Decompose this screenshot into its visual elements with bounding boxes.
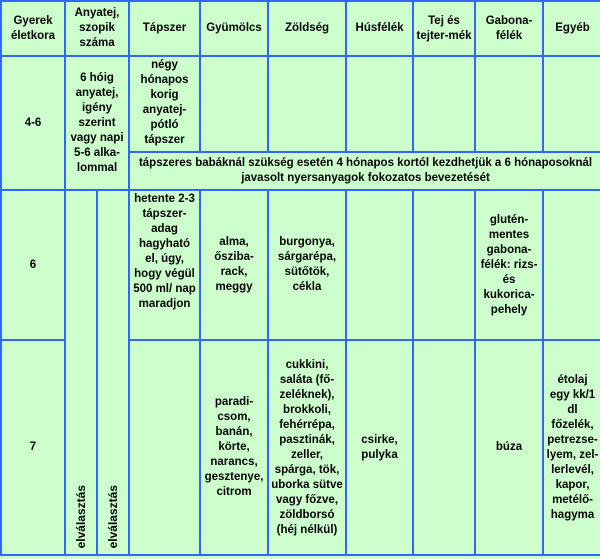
header-row xyxy=(1,1,600,56)
formula-6: hetente 2-3 tápszer-adag hagyható el, úgy, hogy végül 500 ml/ nap maradjon xyxy=(129,190,200,340)
cell-7-formula xyxy=(129,340,200,555)
meat-7: csirke, pulyka xyxy=(346,340,413,555)
cell-4-6-fruit xyxy=(200,56,268,152)
header-dairy: Tej és tejter-mék xyxy=(413,1,475,56)
formula-4-6: négy hónapos korig anyatej-pótló tápszer xyxy=(129,56,200,152)
fruit-6: alma, őszibа-rack, meggy xyxy=(200,190,268,340)
row-6 xyxy=(1,190,600,340)
weaning-left xyxy=(65,190,97,555)
age-7: 7 xyxy=(1,340,65,555)
grain-7: búza xyxy=(475,340,543,555)
cell-4-6-meat xyxy=(346,56,413,152)
veg-7: cukkini, saláta (fő-zeléknek), brokkoli, fehérrépa, pasztinák, zeller, spárga, tök, uborka sütve vagy főzve, zöldborsó (héj nélkül) xyxy=(268,340,346,555)
breastmilk-4-6: 6 hóig anyatej, igény szerint vagy napi 5-6 alka-lommal xyxy=(65,56,129,190)
header-fruit: Gyümölcs xyxy=(200,1,268,56)
weaning-right xyxy=(97,190,129,555)
grain-6: glutén-mentes gabona-félék: rizs- és kukorica-pehely xyxy=(475,190,543,340)
header-breastmilk: Anyatej, szopik száma xyxy=(65,1,129,56)
age-4-6: 4-6 xyxy=(1,56,65,190)
header-other: Egyéb xyxy=(543,1,600,56)
cell-6-other xyxy=(543,190,600,340)
header-grain: Gabona-félék xyxy=(475,1,543,56)
cell-4-6-dairy xyxy=(413,56,475,152)
cell-4-6-other xyxy=(543,56,600,152)
formula-note: tápszeres babáknál szükség esetén 4 hónapos kortól kezdhetjük a 6 hónaposoknál javasolt nyersanyagok fokozatos bevezetését xyxy=(129,152,600,190)
cell-7-dairy xyxy=(413,340,475,555)
row-4-6 xyxy=(1,56,600,152)
weaning-right-text: elválasztás xyxy=(105,484,120,548)
fruit-7: paradi-csom, banán, körte, narancs, gesztenye, citrom xyxy=(200,340,268,555)
age-6: 6 xyxy=(1,190,65,340)
cell-4-6-veg xyxy=(268,56,346,152)
cell-4-6-grain xyxy=(475,56,543,152)
header-vegetable: Zöldség xyxy=(268,1,346,56)
cell-6-meat xyxy=(346,190,413,340)
other-7: étolaj egy kk/1 dl főzelék, petrezse-lyem, zel-lerlevél, kapor, metélő-hagyma xyxy=(543,340,600,555)
veg-6: burgonya, sárgarépa, sütőtök, cékla xyxy=(268,190,346,340)
header-meat: Húsfélék xyxy=(346,1,413,56)
header-age: Gyerek életkora xyxy=(1,1,65,56)
weaning-left-text: elválasztás xyxy=(73,484,88,548)
cell-6-dairy xyxy=(413,190,475,340)
header-formula: Tápszer xyxy=(129,1,200,56)
